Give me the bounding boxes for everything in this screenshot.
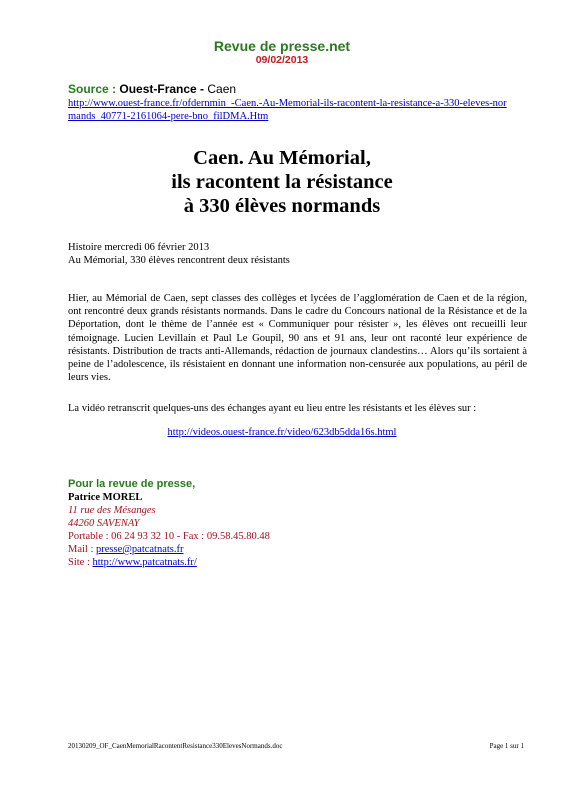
footer-page-number: Page 1 sur 1: [489, 742, 524, 750]
article-title-line-1: Caen. Au Mémorial,: [193, 147, 371, 169]
signature-mail-label: Mail :: [68, 544, 96, 555]
article-title-line-2: ils racontent la résistance: [171, 171, 393, 193]
signature-mail-row: [68, 543, 270, 556]
signature-name: Patrice MOREL: [68, 492, 143, 503]
article-subhead: [68, 241, 290, 267]
signature-mail-link[interactable]: presse@patcatnats.fr: [96, 544, 184, 555]
video-intro: La vidéo retranscrit quelques-uns des échanges ayant eu lieu entre les résistants et les élèves sur :: [68, 403, 477, 414]
signature-city: 44260 SAVENAY: [68, 518, 140, 529]
source-url-link[interactable]: http://www.ouest-france.fr/ofdernmin_-Caen.-Au-Memorial-ils-racontent-la-resistance-a-330-eleves-normands_40771-2161064-pere-bno_filDMA.Htm: [68, 98, 507, 122]
source-name: Ouest-France: [119, 82, 197, 96]
header-title: Revue de presse.net: [213, 38, 351, 54]
document-header: [0, 38, 564, 67]
article-body: Hier, au Mémorial de Caen, sept classes des collèges et lycées de l’agglomération de Caen et de la région, ont rencontré deux grands résistants normands. Dans le cadre du Concours national de la Résistance et de la Déportation, dont le thème de l’année est « Communiquer pour résister », les élèves ont recueilli leur témoignage. Lucien Levillain et Paul Le Goupil, 90 ans et 91 ans, leur ont raconté leur expérience de résistants. Distribution de tracts anti-Allemands, rédaction de journaux clandestins… Alors qu’ils sortaient à peine de l’adolescence, ils résistaient en donnant une information non-censurée aux populations, au péril de leurs vies.: [68, 293, 527, 384]
article-dateline: Histoire mercredi 06 février 2013: [68, 242, 210, 253]
article-title-line-3: à 330 élèves normands: [183, 195, 381, 217]
source-city: Caen: [207, 82, 237, 96]
source-separator: -: [196, 82, 208, 96]
video-link-container: [0, 426, 564, 439]
signature-site-link[interactable]: http://www.patcatnats.fr/: [92, 557, 197, 568]
signature-label: Pour la revue de presse,: [68, 478, 196, 490]
header-date: 09/02/2013: [255, 54, 309, 66]
video-link[interactable]: http://videos.ouest-france.fr/video/623db5dda16s.html: [167, 427, 397, 438]
source-url-container: [68, 97, 508, 123]
signature-site-label: Site :: [68, 557, 93, 568]
signature-site-row: [68, 556, 270, 569]
signature-phone: Portable : 06 24 93 32 10 - Fax : 09.58.45.80.48: [68, 531, 270, 542]
source-line: [68, 82, 236, 96]
article-title: [0, 146, 564, 218]
footer-filename: 20130209_OF_CaenMemorialRacontentResistance330ElevesNormands.doc: [68, 742, 283, 750]
article-subtitle: Au Mémorial, 330 élèves rencontrent deux résistants: [68, 255, 290, 266]
source-label: Source :: [68, 82, 117, 96]
page-footer: [68, 742, 524, 751]
signature-street: 11 rue des Mésanges: [68, 505, 156, 516]
signature-block: [68, 478, 270, 569]
